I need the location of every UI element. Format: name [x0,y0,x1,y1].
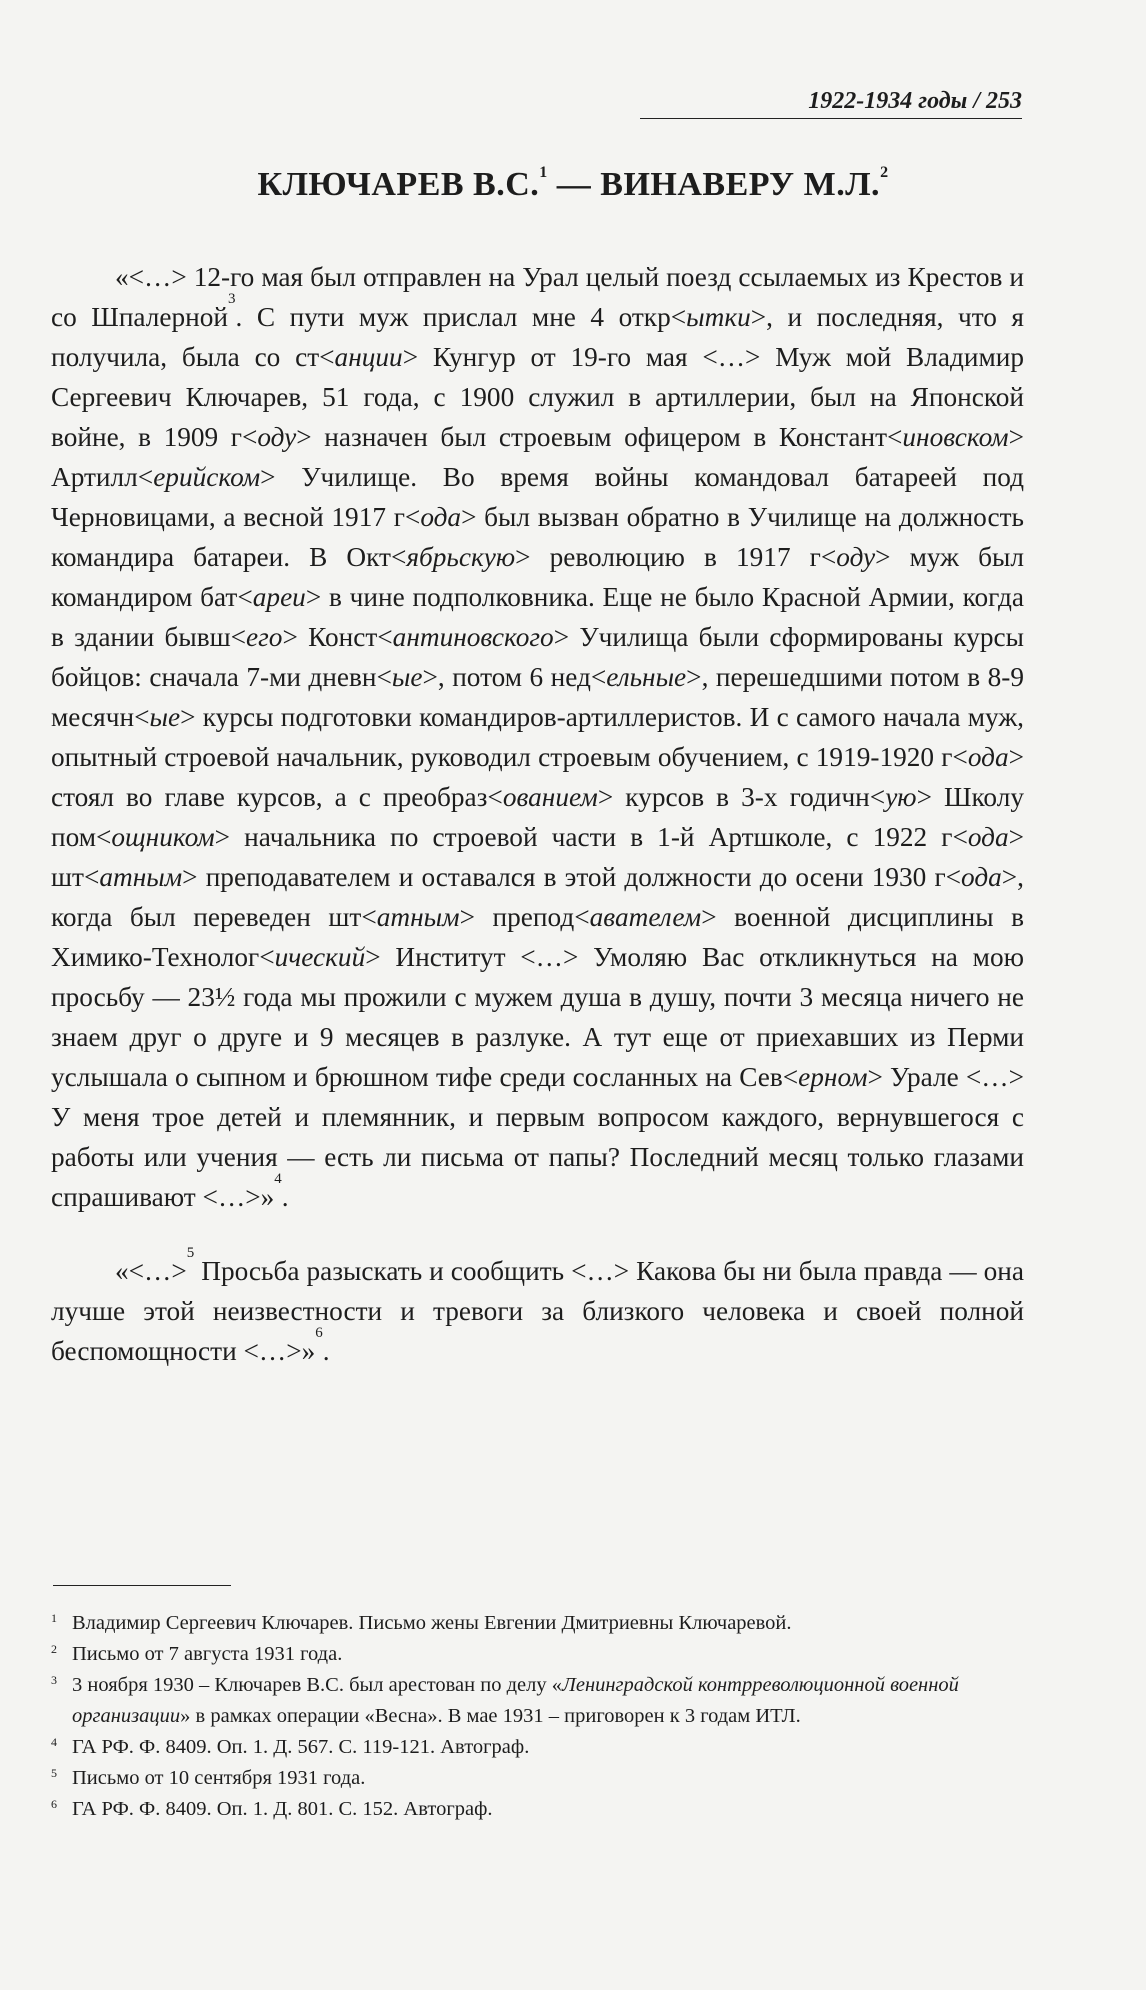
footnote-marker: 4 [51,1735,57,1749]
text-run: > Училища были сформированы курсы бойцов: сначала 7-ми дневн< [51,622,1025,692]
editorial-insert: ода [420,502,462,532]
letter-paragraph [51,1245,1024,1371]
footnote-5 [51,1763,1026,1794]
editorial-insert: авателем [589,902,702,932]
editorial-insert: оду [836,542,876,572]
editorial-insert: ованием [502,782,598,812]
letter-body [51,257,1024,1371]
footnote-divider [53,1585,231,1586]
footnote-text: Владимир Сергеевич Ключарев. Письмо жены Евгении Дмитриевны Ключаревой. [72,1612,792,1634]
footnote-marker: 6 [51,1797,57,1811]
text-run: > курсы подготовки командиров-артиллеристов. И с самого начала муж, опытный строевой начальник, руководил строевым обучением, с 1919-1920 г< [51,702,1024,772]
text-run: . С пути муж прислал мне 4 откр< [235,302,687,332]
footnote-marker: 5 [51,1766,57,1780]
text-run: > препод< [459,902,590,932]
text-run: > Училище. Во время войны командовал батареей под Черновицами, а весной 1917 г< [51,462,1024,532]
text-run: > Институт <…> Умоляю Вас откликнуться на мою просьбу — 23½ года мы прожили с мужем душа в душу, почти 3 месяца ничего не знаем друг о друге и 9 месяцев в разлуке. А тут еще от приехавших из Перми услышала о сыпном и брюшном тифе среди сосланных на Сев< [51,942,1024,1092]
text-run: Просьба разыскать и сообщить <…> Какова бы ни была правда — она лучше этой неизвестности и тревоги за близкого человека и своей полной беспомощности <…>» [51,1256,1024,1366]
footnote-ref[interactable]: 5 [186,1245,195,1261]
editorial-insert: ые [391,662,423,692]
footnote-ref[interactable]: 1 [539,164,548,181]
editorial-insert: ощником [111,822,215,852]
text-run: «<…> 12-го мая был отправлен на Урал целый поезд ссылаемых из Крестов и со Шпалерной [51,262,1024,332]
editorial-insert: его [246,622,283,652]
editorial-insert: анции [334,342,403,372]
text-run: > курсов в 3-х годичн< [597,782,886,812]
footnote-6 [51,1794,1026,1825]
editorial-insert: ерийском [153,462,261,492]
text-run: >, когда был переведен шт< [51,862,1024,932]
footnote-text: » в рамках операции «Весна». В мае 1931 – приговорен к 3 годам ИТЛ. [180,1705,801,1727]
text-run: > был вызван обратно в Училище на должность командира батареи. В Окт< [51,502,1024,572]
text-run: . [322,1336,330,1366]
footnotes [51,1608,1026,1825]
footnote-text: ГА РФ. Ф. 8409. Оп. 1. Д. 801. С. 152. Автограф. [72,1798,493,1820]
editorial-insert: ябрьскую [406,542,516,572]
footnote-4 [51,1732,1026,1763]
text-run: >, потом 6 нед< [422,662,607,692]
footnote-ref[interactable]: 4 [274,1171,282,1187]
footnote-1 [51,1608,1026,1639]
document-title [0,166,1146,204]
editorial-insert: иновском [902,422,1009,452]
editorial-insert: ода [967,742,1009,772]
footnote-ref[interactable]: 2 [880,164,889,181]
text-run: > стоял во главе курсов, а с преобраз< [51,742,1024,812]
editorial-insert: атным [376,902,460,932]
editorial-insert: ода [961,862,1002,892]
footnote-ref[interactable]: 6 [315,1325,323,1341]
letter-paragraph [51,257,1024,1217]
text-run: > Школу пом< [51,782,1024,852]
text-run: > шт< [51,822,1024,892]
editorial-insert: ельные [606,662,687,692]
footnote-marker: 2 [51,1642,57,1656]
text-run: >, и последняя, что я получила, была со ст< [51,302,1024,372]
editorial-insert: оду [257,422,297,452]
editorial-insert: ический [274,942,366,972]
footnote-marker: 1 [51,1611,57,1625]
footnote-italic: Ленинградской контрреволюционной военной организации [72,1674,959,1727]
footnote-text: ГА РФ. Ф. 8409. Оп. 1. Д. 567. С. 119-121. Автограф. [72,1736,530,1758]
editorial-insert: ую [885,782,917,812]
text-run: > военной дисциплины в Химико-Технолог< [51,902,1024,972]
text-run: >, перешедшими потом в 8-9 месячн< [51,662,1024,732]
footnote-text: Письмо от 10 сентября 1931 года. [72,1767,366,1789]
footnote-text: 3 ноября 1930 – Ключарев В.С. был арестован по делу « [72,1674,562,1696]
text-run: > Артилл< [51,422,1024,492]
running-head: 1922-1934 годы / 253 [640,86,1022,119]
footnote-3 [51,1670,1026,1732]
text-run: > муж был командиром бат< [51,542,1024,612]
title-part: — ВИНАВЕРУ М.Л. [547,166,881,203]
text-run: > начальника по строевой части в 1-й Артшколе, с 1922 г< [214,822,968,852]
text-run: > в чине подполковника. Еще не было Красной Армии, когда в здании бывш< [51,582,1025,652]
text-run: «<…> [115,1256,187,1286]
text-run: . [281,1182,289,1212]
editorial-insert: ые [149,702,181,732]
editorial-insert: антиновского [392,622,554,652]
editorial-insert: ареи [252,582,306,612]
editorial-insert: атным [99,862,183,892]
text-run: > Кунгур от 19-го мая <…> Муж мой Владимир Сергеевич Ключарев, 51 года, с 1900 служил в артиллерии, был на Японской войне, в 1909 г< [51,342,1024,452]
text-run: > Урале <…> У меня трое детей и племянник, и первым вопросом каждого, вернувшегося с работы или учения — есть ли письма от папы? Последний месяц только глазами спрашивают <…>» [51,1062,1024,1212]
footnote-2 [51,1639,1026,1670]
footnote-ref[interactable]: 3 [228,291,236,307]
text-run: > преподавателем и оставался в этой должности до осени 1930 г< [182,862,962,892]
editorial-insert: ода [967,822,1009,852]
editorial-insert: ерном [798,1062,868,1092]
text-run: > Конст< [282,622,393,652]
text-run: > революцию в 1917 г< [515,542,837,572]
text-run: > назначен был строевым офицером в Констант< [296,422,903,452]
editorial-insert: ытки [686,302,751,332]
footnote-text: Письмо от 7 августа 1931 года. [72,1643,343,1665]
footnote-marker: 3 [51,1673,57,1687]
title-part: КЛЮЧАРЕВ В.С. [257,166,540,203]
